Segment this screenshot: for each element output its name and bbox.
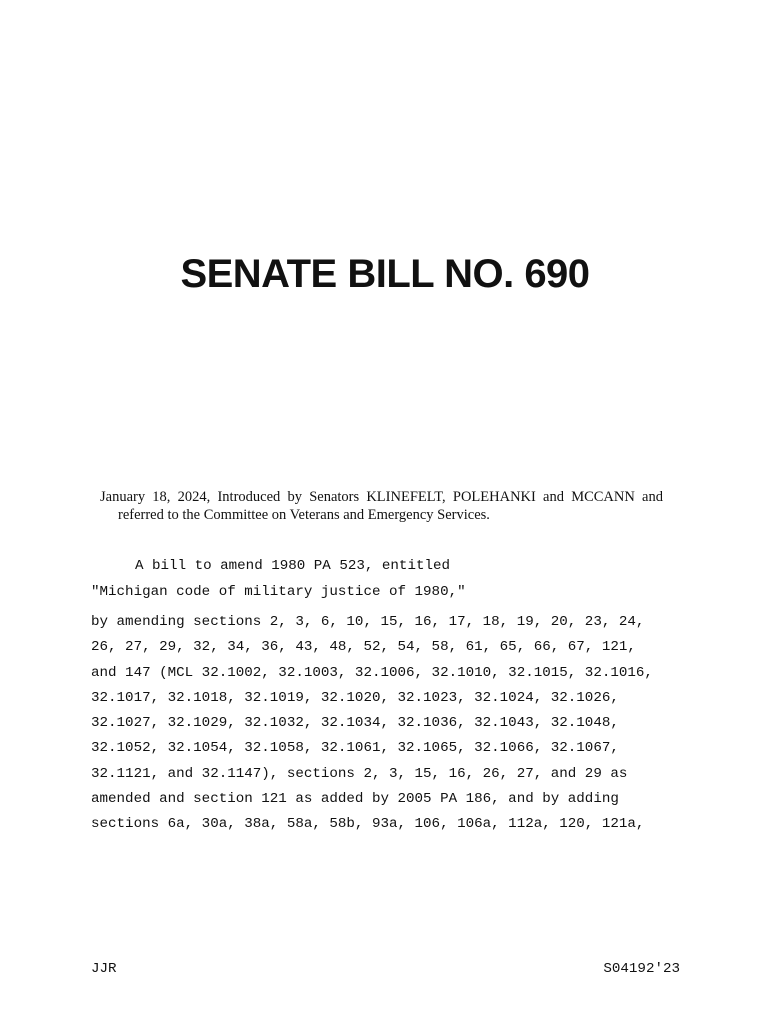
body-line: 32.1121, and 32.1147), sections 2, 3, 15, 16, 26, 27, and 29 as (91, 765, 628, 782)
body-line: 32.1017, 32.1018, 32.1019, 32.1020, 32.1023, 32.1024, 32.1026, (91, 689, 619, 706)
title-clause-line-1: A bill to amend 1980 PA 523, entitled (135, 558, 451, 574)
introduction-line-1: January 18, 2024, Introduced by Senators KLINEFELT, POLEHANKI and MCCANN and (100, 489, 663, 505)
introduction-statement (100, 488, 663, 524)
body-line: amended and section 121 as added by 2005 PA 186, and by adding (91, 791, 619, 808)
bill-title: SENATE BILL NO. 690 (180, 252, 590, 296)
footer-document-code: S04192'23 (603, 961, 680, 977)
body-line: sections 6a, 30a, 38a, 58a, 58b, 93a, 106, 106a, 112a, 120, 121a, (91, 816, 645, 833)
bill-body (91, 613, 653, 841)
body-line: 32.1052, 32.1054, 32.1058, 32.1061, 32.1065, 32.1066, 32.1067, (91, 740, 619, 757)
body-line: by amending sections 2, 3, 6, 10, 15, 16, 17, 18, 19, 20, 23, 24, (91, 614, 645, 630)
body-line: and 147 (MCL 32.1002, 32.1003, 32.1006, 32.1010, 32.1015, 32.1016, (91, 664, 653, 681)
body-line: 32.1027, 32.1029, 32.1032, 32.1034, 32.1036, 32.1043, 32.1048, (91, 715, 619, 732)
title-clause-line-2: "Michigan code of military justice of 1980," (91, 584, 466, 600)
footer-drafter-initials: JJR (91, 961, 117, 977)
introduction-line-2: referred to the Committee on Veterans and Emergency Services. (118, 507, 490, 523)
body-line: 26, 27, 29, 32, 34, 36, 43, 48, 52, 54, 58, 61, 65, 66, 67, 121, (91, 639, 636, 656)
